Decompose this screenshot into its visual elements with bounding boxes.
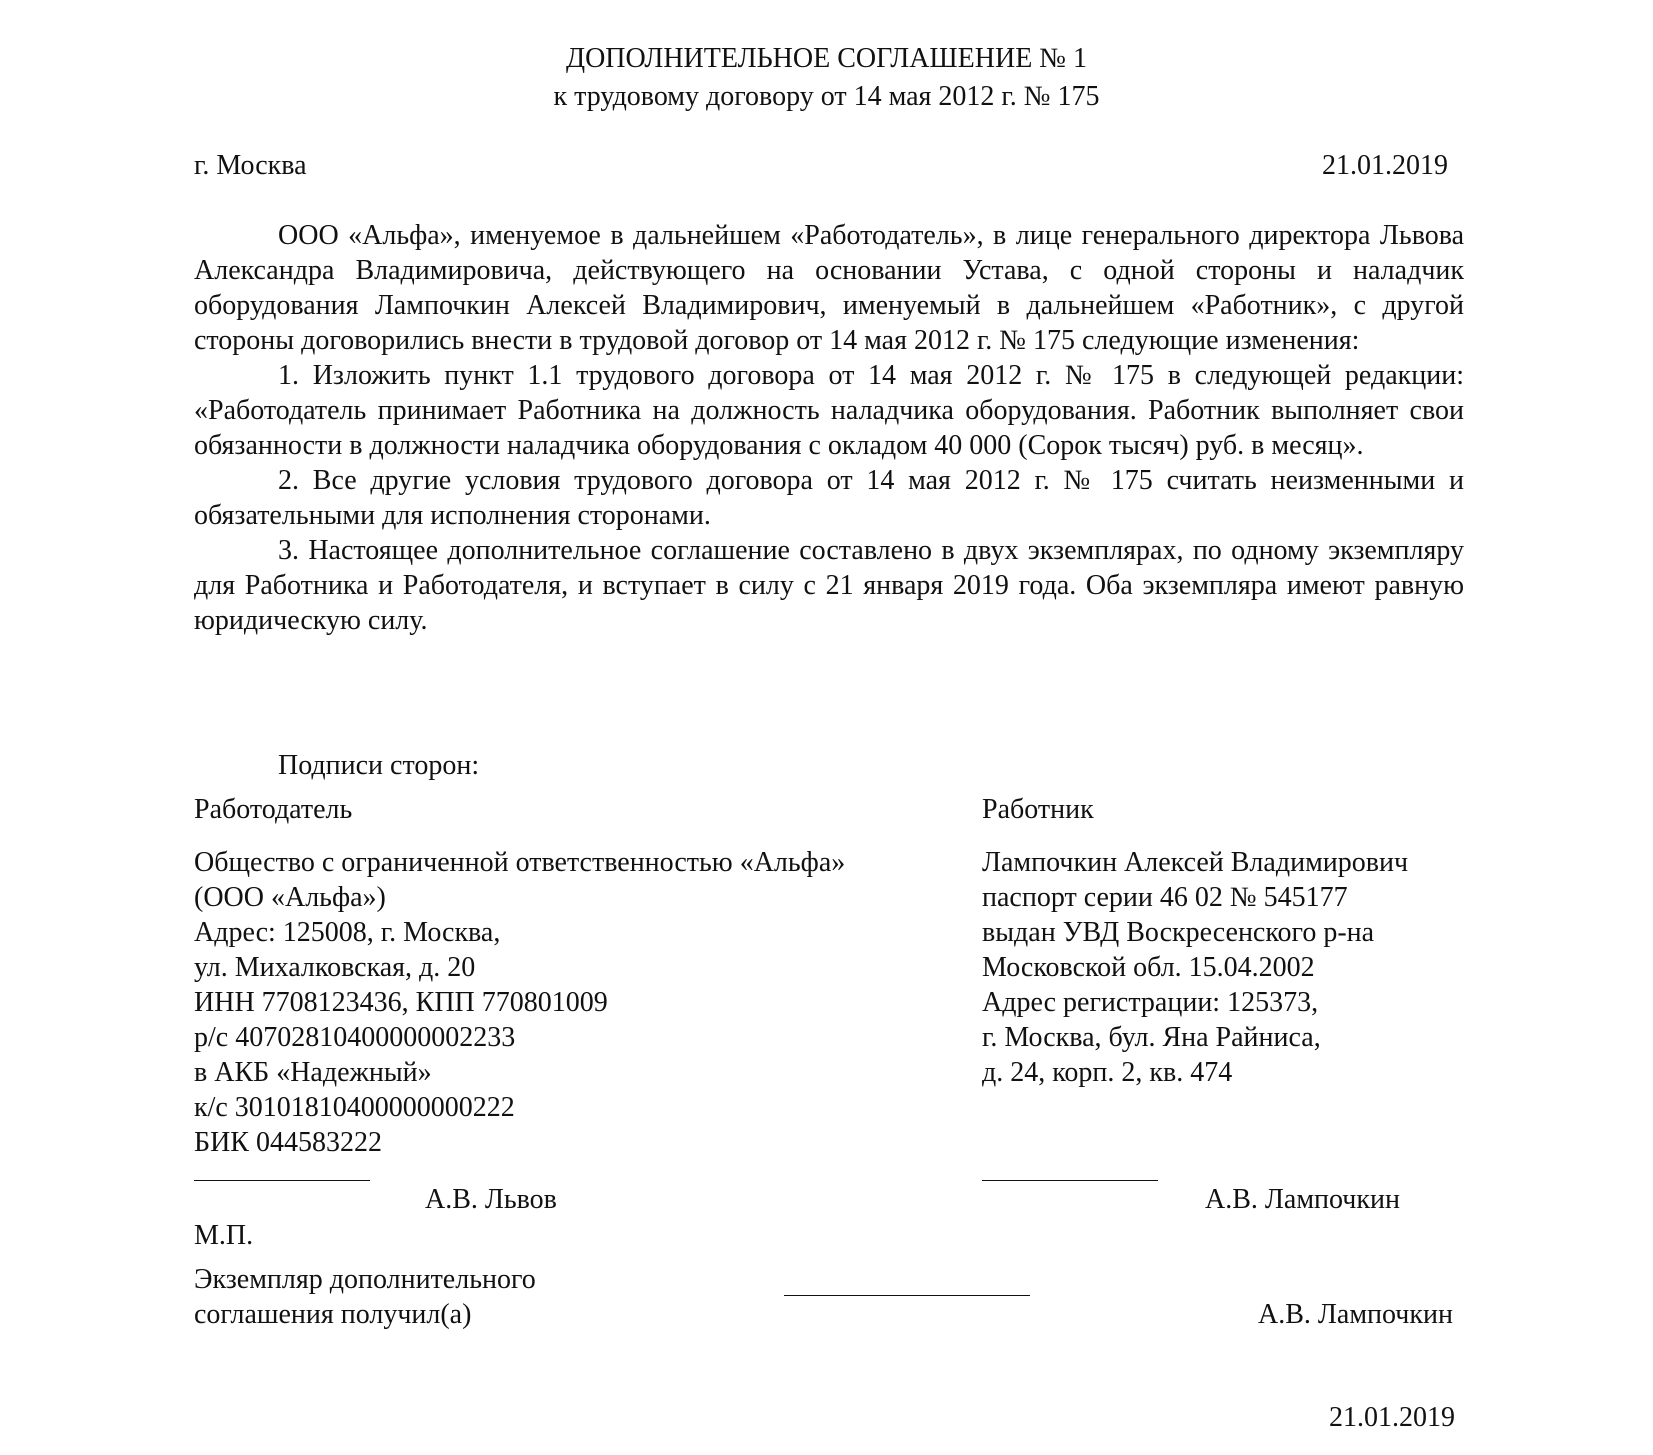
employer-line: в АКБ «Надежный»: [194, 1057, 432, 1088]
employee-label: Работник: [982, 794, 1094, 825]
employee-signature-line: [982, 1180, 1158, 1181]
employee-line: Адрес регистрации: 125373,: [982, 987, 1319, 1018]
employee-block: [982, 792, 1408, 1090]
clause-3: 3. Настоящее дополнительное соглашение составлено в двух экземплярах, по одному экземпляру для Работника и Работодателя, и вступает в силу с 21 января 2019 года. Оба экземпляра имеют равную юридическую силу.: [194, 535, 1464, 636]
clause-1: 1. Изложить пункт 1.1 трудового договора от 14 мая 2012 г. № 175 в следующей редакции: «Работодатель принимает Работника на должность наладчика оборудования. Работник выполняет свои обязанности в должности наладчика оборудования с окладом 40 000 (Сорок тысяч) руб. в месяц».: [194, 360, 1464, 461]
employer-signer: А.В. Львов: [425, 1184, 557, 1215]
employer-signature-line: [194, 1180, 370, 1181]
receipt-signer: А.В. Лампочкин: [1258, 1299, 1453, 1330]
employee-line: д. 24, корп. 2, кв. 474: [982, 1057, 1233, 1088]
employee-signer: А.В. Лампочкин: [1205, 1184, 1400, 1215]
employer-block: [194, 792, 845, 1160]
receipt-line-1: Экземпляр дополнительного: [194, 1264, 536, 1295]
date-top: 21.01.2019: [1322, 150, 1448, 181]
employee-line: выдан УВД Воскресенского р-на: [982, 917, 1375, 948]
employer-line: к/с 30101810400000000222: [194, 1092, 515, 1123]
employee-line: г. Москва, бул. Яна Райниса,: [982, 1022, 1321, 1053]
document-title: ДОПОЛНИТЕЛЬНОЕ СОГЛАШЕНИЕ № 1: [565, 43, 1088, 74]
document-header: [0, 40, 1653, 116]
employee-line: паспорт серии 46 02 № 545177: [982, 882, 1348, 913]
employer-line: Адрес: 125008, г. Москва,: [194, 917, 501, 948]
signatures-heading: Подписи сторон:: [278, 750, 480, 781]
employee-line: Лампочкин Алексей Владимирович: [982, 847, 1409, 878]
employer-line: БИК 044583222: [194, 1127, 382, 1158]
clause-2: 2. Все другие условия трудового договора от 14 мая 2012 г. № 175 считать неизменными и обязательными для исполнения сторонами.: [194, 465, 1464, 531]
document-subtitle: к трудовому договору от 14 мая 2012 г. № 175: [553, 81, 1100, 112]
agreement-body: [194, 218, 1464, 638]
receipt-line-2: соглашения получил(а): [194, 1299, 472, 1330]
employer-line: Общество с ограниченной ответственностью «Альфа»: [194, 847, 846, 878]
stamp-mark: М.П.: [194, 1220, 254, 1251]
employer-line: (ООО «Альфа»): [194, 882, 386, 913]
receipt-signature-line: [784, 1295, 1030, 1296]
employer-line: ИНН 7708123436, КПП 770801009: [194, 987, 608, 1018]
place: г. Москва: [194, 150, 307, 181]
employer-label: Работодатель: [194, 794, 353, 825]
employer-line: ул. Михалковская, д. 20: [194, 952, 476, 983]
employer-line: р/с 40702810400000002233: [194, 1022, 516, 1053]
intro-paragraph: ООО «Альфа», именуемое в дальнейшем «Работодатель», в лице генерального директора Львова Александра Владимировича, действующего на основании Устава, с одной стороны и наладчик оборудования Лампочкин Алексей Владимирович, именуемый в дальнейшем «Работник», с другой стороны договорились внести в трудовой договор от 14 мая 2012 г. № 175 следующие изменения:: [194, 220, 1464, 356]
date-bottom: 21.01.2019: [1329, 1402, 1455, 1433]
employee-line: Московской обл. 15.04.2002: [982, 952, 1315, 983]
